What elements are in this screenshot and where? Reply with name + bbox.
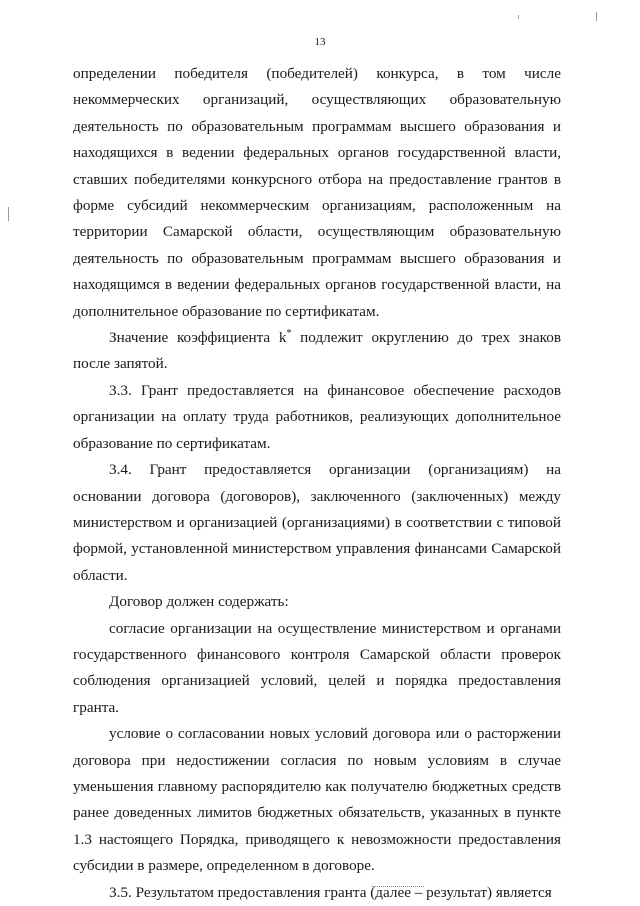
paragraph-condition: условие о согласовании новых условий договора или о расторжении договора при недостижении согласия по новым условиям в случае уменьшения главному распорядителю как получателю бюджетных средств ранее доведенных лимитов бюджетных обязательств, указанных в пункте 1.3 настоящего Порядка, приводящего к невозможности предоставления субсидии в размере, определенном в договоре. (73, 725, 561, 875)
paragraph-continuation: определении победителя (победителей) конкурса, в том числе некоммерческих организаций, осуществляющих образовательную деятельность по образовательным программам высшего образования и находящихся в ведении федеральных органов государственной власти, ставших победителями конкурсного отбора на предоставление грантов в форме субсидий некоммерческим организациям, расположенным на территории Самарской области, осуществляющим образовательную деятельность по образовательным программам высшего образования и находящимся в ведении федеральных органов государственной власти, на дополнительное образование по сертификатам. (73, 65, 561, 320)
page-number: 13 (314, 36, 326, 48)
rounding-note-rest: подлежит округлению до трех знаков после запятой. (73, 329, 562, 373)
scan-mark-right (518, 15, 519, 19)
rounding-note-text: Значение коэффициента k (109, 329, 287, 347)
paragraph-consent: согласие организации на осуществление министерством и органами государственного финансового контроля Самарской области проверок соблюдения организацией условий, целей и порядка предоставления гранта. (73, 619, 561, 716)
paragraph-contract-heading: Договор должен содержать: (109, 593, 289, 611)
paragraph-3-5: 3.5. Результатом предоставления гранта (далее – результат) является (109, 883, 552, 901)
document-body (73, 61, 561, 906)
scan-artifact-bottom (372, 886, 424, 890)
scan-mark-left (8, 207, 9, 221)
paragraph-3-3: 3.3. Грант предоставляется на финансовое обеспечение расходов организации на оплату труда работников, реализующих дополнительное образование по сертификатам. (73, 381, 561, 452)
paragraph-3-4: 3.4. Грант предоставляется организации (организациям) на основании договора (договоров), заключенного (заключенных) между министерством и организацией (организациями) в соответствии с типовой формой, установленной министерством управления финансами Самарской области. (73, 461, 561, 584)
scan-mark-top-right (596, 12, 597, 21)
coefficient-superscript: * (286, 328, 292, 340)
paragraph-rounding-note (73, 325, 561, 378)
